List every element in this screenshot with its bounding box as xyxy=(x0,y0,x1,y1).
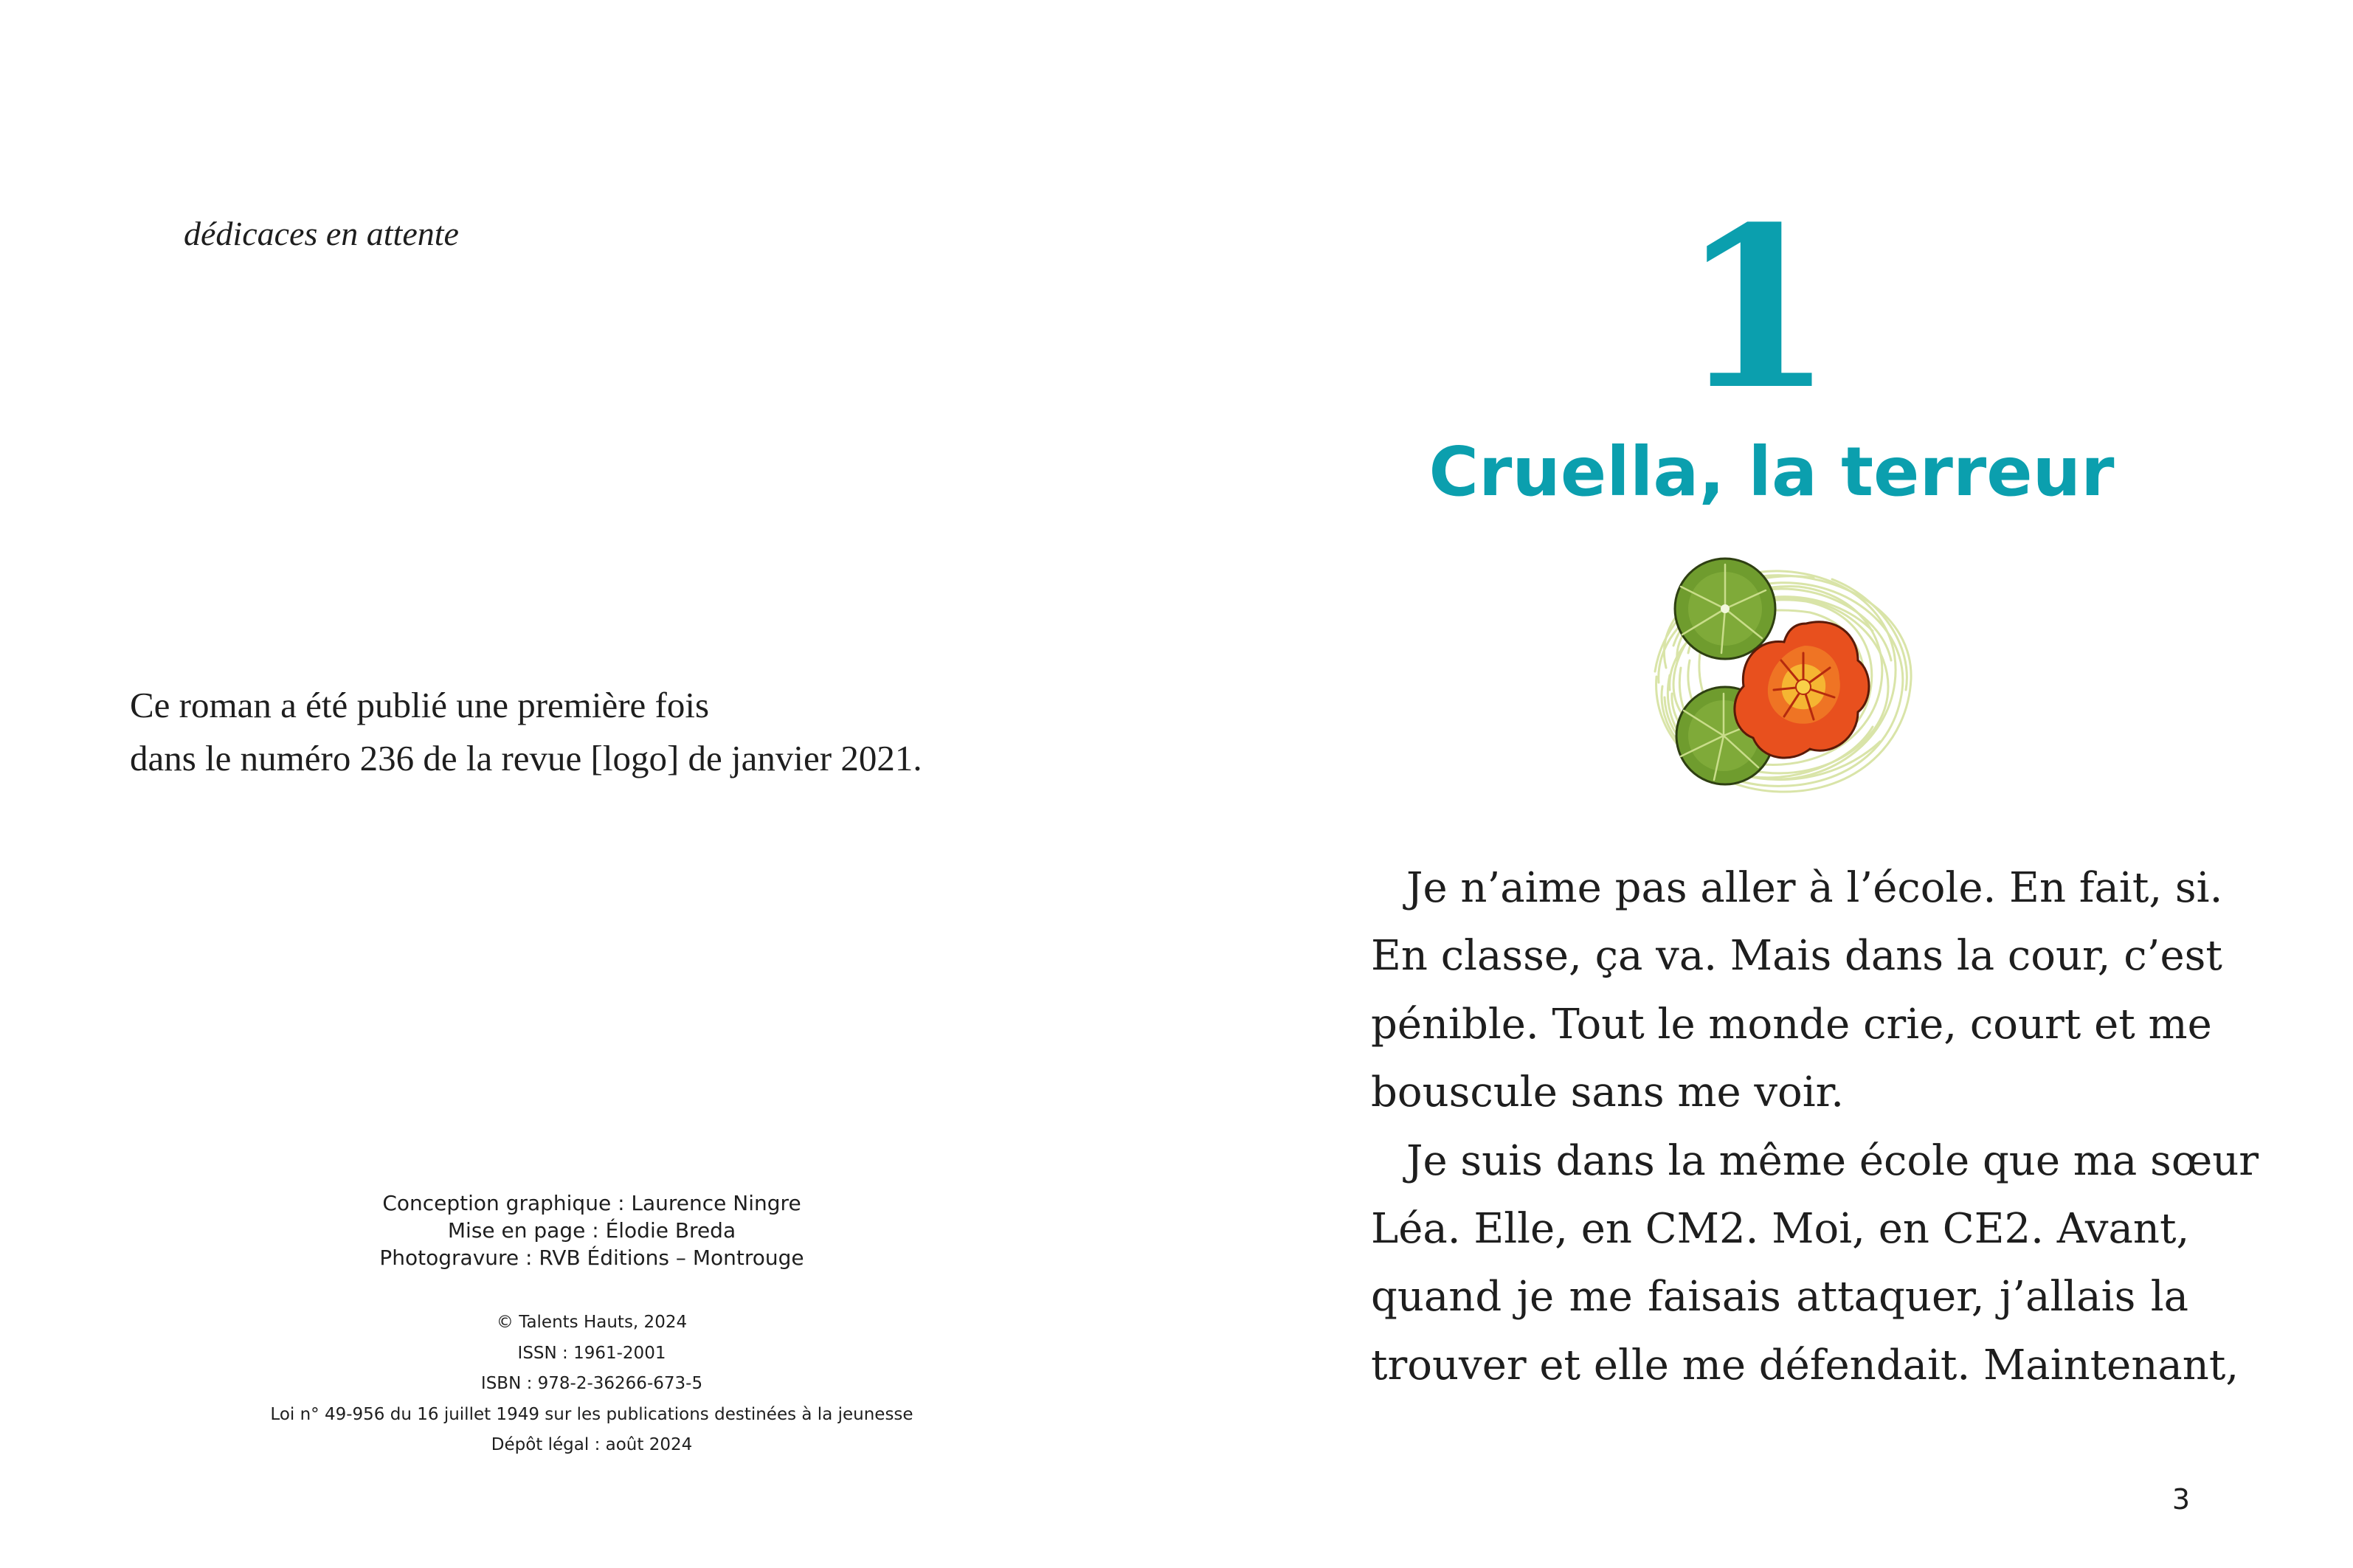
text-line: pénible. Tout le monde crie, court et me xyxy=(1371,1000,2212,1049)
legal-line: © Talents Hauts, 2024 xyxy=(496,1313,688,1332)
dedication: dédicaces en attente xyxy=(184,215,459,252)
text-line: trouver et elle me défendait. Maintenant, xyxy=(1371,1341,2239,1389)
legal-line: ISBN : 978-2-36266-673-5 xyxy=(480,1374,703,1393)
credit-line: Photogravure : RVB Éditions – Montrouge xyxy=(379,1246,804,1270)
right-page xyxy=(1176,0,2352,1568)
text-line: Léa. Elle, en CM2. Moi, en CE2. Avant, xyxy=(1371,1205,2190,1254)
chapter-title: Cruella, la terreur xyxy=(1428,432,2115,511)
publication-note-line: dans le numéro 236 de la revue [logo] de janvier 2021. xyxy=(130,738,922,778)
page-number: 3 xyxy=(2171,1483,2190,1516)
legal-line: Loi n° 49-956 du 16 juillet 1949 sur les publications destinées à la jeunesse xyxy=(270,1404,913,1424)
text-line: En classe, ça va. Mais dans la cour, c’est xyxy=(1371,932,2222,981)
credit-line: Mise en page : Élodie Breda xyxy=(447,1218,736,1243)
publication-note xyxy=(130,679,922,785)
legal-line: ISSN : 1961-2001 xyxy=(517,1343,666,1363)
chapter-body-text xyxy=(1371,854,2259,1400)
text-line: Je suis dans la même école que ma sœur xyxy=(1406,1136,2259,1185)
text-line: Je n’aime pas aller à l’école. En fait, si. xyxy=(1406,864,2223,912)
credit-line: Conception graphique : Laurence Ningre xyxy=(382,1191,801,1215)
publication-note-line: Ce roman a été publié une première fois xyxy=(130,685,710,725)
nasturtium-flower-illustration xyxy=(1637,542,1924,801)
legal-line: Dépôt légal : août 2024 xyxy=(491,1435,693,1454)
text-line: bouscule sans me voir. xyxy=(1371,1068,1845,1117)
legal-notice xyxy=(236,1308,947,1461)
text-line: quand je me faisais attaquer, j’allais la xyxy=(1371,1273,2188,1322)
credits xyxy=(251,1189,933,1271)
left-page xyxy=(0,0,1176,1568)
chapter-number: 1 xyxy=(1679,178,1834,438)
